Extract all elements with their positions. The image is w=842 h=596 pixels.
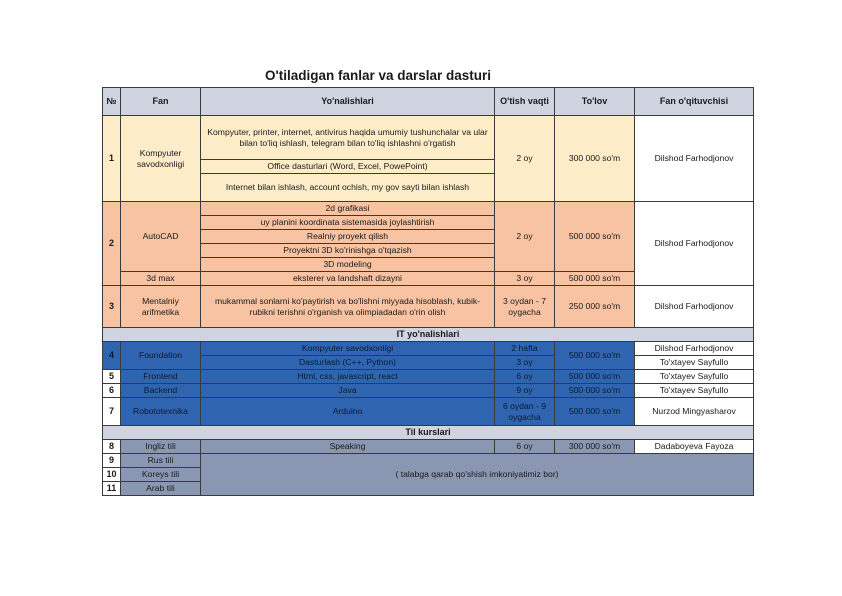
fan-cell: Foundation	[121, 342, 201, 370]
teacher-cell: Dadaboyeva Fayoza	[635, 440, 754, 454]
fan-cell: Backend	[121, 384, 201, 398]
row-number: 8	[103, 440, 121, 454]
duration-cell: 3 oy	[495, 272, 555, 286]
payment-cell: 500 000 so'm	[555, 384, 635, 398]
row-number: 3	[103, 286, 121, 328]
payment-cell: 300 000 so'm	[555, 440, 635, 454]
table-row	[103, 384, 754, 398]
direction-cell: Arduino	[201, 398, 495, 426]
payment-cell: 500 000 so'm	[555, 342, 635, 370]
table-row	[103, 116, 754, 160]
payment-cell: 250 000 so'm	[555, 286, 635, 328]
table-row	[103, 356, 754, 370]
table-row	[103, 398, 754, 426]
payment-cell: 500 000 so'm	[555, 202, 635, 272]
duration-cell: 6 oy	[495, 440, 555, 454]
row-number: 7	[103, 398, 121, 426]
fan-cell: Frontend	[121, 370, 201, 384]
teacher-cell: Dilshod Farhodjonov	[635, 342, 754, 356]
duration-cell: 3 oydan - 7 oygacha	[495, 286, 555, 328]
direction-cell: Dasturlash (C++, Python)	[201, 356, 495, 370]
duration-cell: 6 oydan - 9 oygacha	[495, 398, 555, 426]
teacher-cell: To'xtayev Sayfullo	[635, 384, 754, 398]
direction-cell: Office dasturlari (Word, Excel, PowePoint)	[201, 160, 495, 174]
fan-cell: AutoCAD	[121, 202, 201, 272]
direction-cell: eksterer va landshaft dizayni	[201, 272, 495, 286]
direction-cell: Kompyuter, printer, internet, antivirus haqida umumiy tushunchalar va ular bilan to'liq ishlash, telegram bilan to'liq ishlashni o'rgatish	[201, 116, 495, 160]
duration-cell: 9 oy	[495, 384, 555, 398]
teacher-cell: Dilshod Farhodjonov	[635, 202, 754, 286]
teacher-cell: Nurzod Mingyasharov	[635, 398, 754, 426]
direction-cell: uy planini koordinata sistemasida joylashtirish	[201, 216, 495, 230]
row-number: 11	[103, 482, 121, 496]
table-row	[103, 286, 754, 328]
direction-cell: Java	[201, 384, 495, 398]
col-header-fan: Fan	[121, 88, 201, 116]
direction-cell: mukammal sonlarni ko'paytirish va bo'lishni miyyada hisoblash, kubik-rubikni terishni o'rganish va olimpiadadan o'rin olish	[201, 286, 495, 328]
page-title: O'tiladigan fanlar va darslar dasturi	[265, 68, 492, 83]
payment-cell: 500 000 so'm	[555, 272, 635, 286]
section-row	[103, 426, 754, 440]
fan-cell: Ingliz tili	[121, 440, 201, 454]
col-header-directions: Yo'nalishlari	[201, 88, 495, 116]
fan-cell: Rus tili	[121, 454, 201, 468]
fan-cell: Robototexnika	[121, 398, 201, 426]
note-cell: ( talabga qarab qo'shish imkoniyatimiz bor)	[201, 454, 754, 496]
payment-cell: 500 000 so'm	[555, 398, 635, 426]
table-row	[103, 370, 754, 384]
teacher-cell: Dilshod Farhodjonov	[635, 116, 754, 202]
direction-cell: Internet bilan ishlash, account ochish, my gov sayti bilan ishlash	[201, 174, 495, 202]
direction-cell: Proyektni 3D ko'rinishga o'tqazish	[201, 244, 495, 258]
teacher-cell: To'xtayev Sayfullo	[635, 370, 754, 384]
table-row	[103, 454, 754, 468]
row-number: 2	[103, 202, 121, 286]
fan-cell: Mentalniy arifmetika	[121, 286, 201, 328]
teacher-cell: Dilshod Farhodjonov	[635, 286, 754, 328]
col-header-number: №	[103, 88, 121, 116]
row-number: 6	[103, 384, 121, 398]
course-table	[102, 87, 754, 496]
fan-cell: Arab tili	[121, 482, 201, 496]
section-title-it: IT yo'nalishlari	[103, 328, 754, 342]
direction-cell: Realniy proyekt qilish	[201, 230, 495, 244]
payment-cell: 500 000 so'm	[555, 370, 635, 384]
header-row	[103, 88, 754, 116]
direction-cell: Html, css, javascript, react	[201, 370, 495, 384]
payment-cell: 300 000 so'm	[555, 116, 635, 202]
row-number: 10	[103, 468, 121, 482]
col-header-teacher: Fan o'qituvchisi	[635, 88, 754, 116]
duration-cell: 2 hafta	[495, 342, 555, 356]
fan-cell: Koreys tili	[121, 468, 201, 482]
col-header-duration: O'tish vaqti	[495, 88, 555, 116]
table-row	[103, 202, 754, 216]
row-number: 1	[103, 116, 121, 202]
fan-cell: Kompyuter savodxonligi	[121, 116, 201, 202]
duration-cell: 3 oy	[495, 356, 555, 370]
duration-cell: 6 oy	[495, 370, 555, 384]
row-number: 4	[103, 342, 121, 370]
fan-cell: 3d max	[121, 272, 201, 286]
table-row	[103, 440, 754, 454]
duration-cell: 2 oy	[495, 202, 555, 272]
direction-cell: 2d grafikasi	[201, 202, 495, 216]
duration-cell: 2 oy	[495, 116, 555, 202]
table-row	[103, 342, 754, 356]
col-header-payment: To'lov	[555, 88, 635, 116]
direction-cell: Kompyuter savodxonligi	[201, 342, 495, 356]
teacher-cell: To'xtayev Sayfullo	[635, 356, 754, 370]
direction-cell: 3D modeling	[201, 258, 495, 272]
section-title-languages: Til kurslari	[103, 426, 754, 440]
direction-cell: Speaking	[201, 440, 495, 454]
row-number: 9	[103, 454, 121, 468]
section-row	[103, 328, 754, 342]
row-number: 5	[103, 370, 121, 384]
